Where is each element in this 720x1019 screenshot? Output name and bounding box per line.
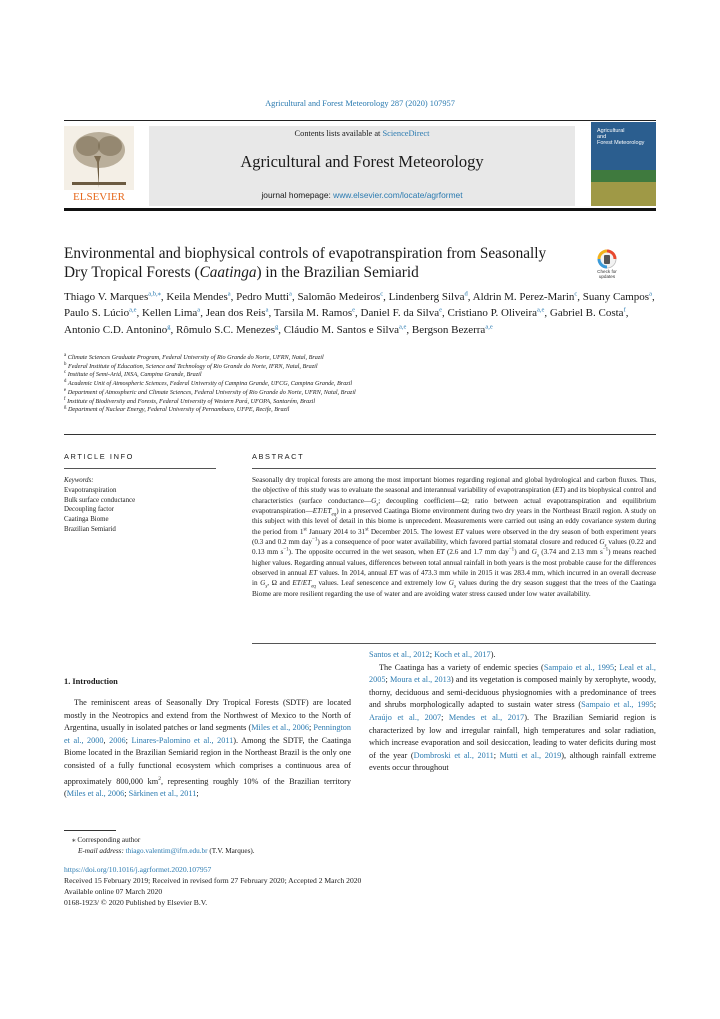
article-info-rule — [64, 468, 216, 469]
section-heading-introduction: 1. Introduction — [64, 677, 118, 686]
author-name: Cristiano P. Oliveira — [447, 307, 538, 320]
author-affiliation-marker[interactable]: e — [439, 306, 442, 314]
keyword-item: Evapotranspiration — [64, 486, 117, 494]
affiliation-item: $^g$ Department of Nuclear Energy, Federal University of Pernambuco, UFPE, Recife, Brazil — [64, 405, 290, 414]
affiliation-item: $^f$ Institute of Biodiversity and Forests, Federal University of Western Pará, UFOPA, Santarém, Brazil — [64, 396, 316, 405]
author-name: Keila Mendes — [166, 291, 228, 303]
author-name: Bergson Bezerra — [411, 323, 486, 336]
citation-link[interactable]: Araújo et al., 2007 — [369, 712, 442, 722]
homepage-prefix: journal homepage: — [261, 190, 334, 200]
author-name: Salomão Medeiros — [297, 291, 381, 303]
author-name: Lindenberg Silva — [388, 291, 465, 303]
keywords-block — [64, 476, 224, 535]
author-name: Tarsila M. Ramos — [273, 307, 353, 320]
citation-link[interactable]: Miles et al., 2006 — [66, 788, 125, 798]
email-link[interactable]: thiago.valentim@ifrn.edu.br — [125, 846, 208, 855]
keyword-item: Brazilian Semiarid — [64, 525, 116, 533]
abstract-heading: ABSTRACT — [252, 452, 305, 461]
author-name: Thiago V. Marques — [64, 291, 149, 303]
doi-link[interactable]: https://doi.org/10.1016/j.agrformet.2020.107957 — [64, 865, 212, 874]
affiliation-item: $^e$ Department of Atmospheric and Climate Sciences, Federal University of Rio Grande do Norte, UFRN, Natal, Brazil — [64, 387, 356, 396]
abstract-bottom-rule — [252, 643, 656, 644]
header-rule — [64, 120, 656, 121]
affiliations-rule — [64, 434, 656, 435]
author-name: Suany Campos — [582, 291, 650, 303]
citation-link[interactable]: Dombroski et al., 2011 — [413, 750, 494, 760]
keyword-list — [64, 486, 224, 535]
footnote — [64, 835, 656, 856]
copyright: 0168-1923/ © 2020 Published by Elsevier B.V. — [64, 898, 208, 907]
author-name: Jean dos Reis — [205, 307, 266, 320]
affiliation-item: $^b$ Federal Institute of Education, Science and Technology of Rio Grande do Norte, IFRN, Natal, Brazil — [64, 361, 318, 370]
cover-title-line-3: Forest Meteorology — [597, 140, 645, 146]
author-name: Gabriel B. Costa — [549, 307, 624, 320]
corresponding-author-note: ⁎ Corresponding author — [72, 836, 141, 844]
citation-link[interactable]: Leal et al., 2005 — [369, 662, 656, 685]
article-title — [64, 244, 564, 282]
sciencedirect-link[interactable]: ScienceDirect — [382, 129, 430, 138]
check-for-updates-badge[interactable] — [592, 247, 622, 281]
citation-link[interactable]: Särkinen et al., 2011 — [128, 788, 197, 798]
author-affiliation-marker[interactable]: e — [352, 306, 356, 314]
keyword-item: Caatinga Biome — [64, 516, 109, 524]
citation-link[interactable]: Koch et al., 2017 — [434, 650, 491, 659]
citation-link[interactable]: Moura et al., 2013 — [389, 675, 451, 685]
author-affiliation-marker[interactable]: a — [197, 306, 201, 314]
citation-link[interactable]: Sampaio et al., 1995 — [543, 662, 615, 672]
email-line: E-mail address: thiago.valentim@ifrn.edu.br (T.V. Marques). — [78, 846, 255, 855]
author-affiliation-marker[interactable]: d — [464, 290, 468, 298]
author-name: Cláudio M. Santos e Silva — [283, 323, 399, 336]
author-affiliation-marker[interactable]: g — [167, 322, 171, 330]
citation-link[interactable]: Sampaio et al., 1995 — [581, 700, 654, 710]
citation-link[interactable]: Santos et al., 2012 — [369, 650, 430, 659]
author-affiliation-marker[interactable]: a — [227, 290, 231, 298]
author-name: Kellen Lima — [142, 307, 198, 320]
affiliation-list — [64, 354, 656, 415]
cover-title-line-2: and — [597, 134, 607, 140]
journal-title: Agricultural and Forest Meteorology — [240, 152, 484, 171]
author-affiliation-marker[interactable]: c — [380, 290, 384, 298]
author-name: Rômulo S.C. Menezes — [176, 323, 276, 336]
author-list: Thiago V. Marques$^{a,b,⁎}$, Keila Mendes$^a$, Pedro Mutti$^a$, Salomão Medeiros$^c$, Lindenberg Silva$^d$, Aldrin M. Perez-Marin$^c$, Suany Campos$^a$, Paulo S. Lúcio$^{a,e}$, Kellen Lima$^a$, Jean dos Reis$^a$, Tarsila M. Ramos$^e$, Daniel F. da Silva$^e$, Cristiano P. Oliveira$^{a,e}$, Gabriel B. Costa$^f$, Antonio C.D. Antonino$^g$, Rômulo S.C. Menezes$^g$, Cláudio M. Santos e Silva$^{a,e}$, Bergson Bezerra$^{a,e}$ — [64, 290, 655, 336]
author-affiliation-marker[interactable]: a,b,⁎ — [148, 290, 161, 298]
author-name: Paulo S. Lúcio — [64, 307, 130, 320]
citation-link[interactable]: Pennington et al., 2000 — [64, 723, 352, 745]
citation-link[interactable]: Mendes et al., 2017 — [448, 712, 525, 722]
body-column-left: The reminiscent areas of Seasonally Dry Tropical Forests (SDTF) are located mostly in the Neotropics and extend from the Northwest of Mexico to the North of Argentina, usually in isolated patches or land segments (Miles et al., 2006; Pennington et al., 2000, 2006; Linares-Palomino et al., 2011). Among the SDTF, the Caatinga Biome located in the Brazilian Semiarid region in the Northeast Brazil is the only one consisted of a fully functional ecosystem which comprises a continuous area of approximately 800,000 $km^2$, representing roughly 10% of the Brazilian territory (Miles et al., 2006; Särkinen et al., 2011; — [64, 698, 352, 798]
abstract-rule — [252, 468, 656, 469]
article-title-italic: Caatinga — [199, 264, 257, 281]
author-affiliation-marker[interactable]: a,e — [129, 306, 137, 314]
cover-title-line-1: Agricultural — [597, 128, 625, 134]
article-title-part2: ) in the Brazilian Semiarid — [256, 264, 419, 281]
author-affiliation-marker[interactable]: a,e — [399, 322, 407, 330]
author-affiliation-marker[interactable]: a,e — [485, 322, 493, 330]
abstract-text: Seasonally dry tropical forests are among the most important biomes regarding regional and global hydrological and carbon fluxes. Thus, the objective of this study was to evaluate the seasonal and interannual variability of evapotranspiration (ET) and its biophysical control and characteristics (surface $conductance—G_s$; decoupling coefficient—Ω; ratio between actual evapotranspiration and equilibrium $evapotranspiration—ET/ET_{eq}$) in a preserved Caatinga Biome environment during two dry years in the Northeast Brazil region. A study on this subject with this level of detail in this biome is unprecedent. Measurements were carried out using an eddy covariance system during the period from 1st January 2014 to 31st December 2015. The lowest ET values were observed in the dry season of both experiment years (0.3 and 0.2 mm day$^{-1}$) as a consequence of poor water availability, which favored partial stomatal closure and reduced $G_s$ values (0.22 and 0.13 mm $s^{-1}$). The opposite occurred in the wet season, when ET (2.6 and 1.7 mm day$^{-1}$) and $G_s$ (3.74 and 2.13 mm $s^{-1}$) means reached higher values. Regarding annual values, differences between total annual rainfall in both years is the most probable cause for the differences observed in annual ET values. In 2014, annual ET was of 473.3 mm while in 2015 it was 283.4 mm, which incurred in an overall decrease in $G_s$, Ω and $ET/ET_{eq}$ values. Leaf senescence and extremely low $G_s$ values during the dry season suggest that the trees of the Caatinga Biome are more resilient regarding the use of water and are avoiding water stress caused under low water availability. — [252, 476, 657, 598]
citation-link[interactable]: Miles et al., 2006 — [251, 723, 309, 733]
received-dates: Received 15 February 2019; Received in revised form 27 February 2020; Accepted 2 March 2020 — [64, 876, 362, 885]
contents-line — [149, 129, 575, 138]
elsevier-wordmark: ELSEVIER — [73, 191, 125, 203]
author-affiliation-marker[interactable]: a — [649, 290, 652, 298]
homepage-link[interactable]: www.elsevier.com/locate/agrformet — [333, 190, 463, 200]
check-updates-label: Check for updates — [597, 269, 617, 279]
author-affiliation-marker[interactable]: a — [265, 306, 269, 314]
article-info-heading: ARTICLE INFO — [64, 452, 134, 461]
article-metadata — [64, 864, 656, 908]
keyword-item: Bulk surface conductance — [64, 496, 136, 504]
keywords-label: Keywords: — [64, 477, 94, 484]
affiliation-item: $^a$ Climate Sciences Graduate Program, Federal University of Rio Grande do Norte, UFRN, Natal, Brazil — [64, 352, 324, 361]
footnote-rule — [64, 830, 116, 831]
author-name: Antonio C.D. Antonino — [64, 323, 168, 336]
elsevier-logo — [64, 126, 134, 204]
author-affiliation-marker[interactable]: a — [289, 290, 292, 298]
article-title-part1: Environmental and biophysical controls of evapotranspiration from Seasonally Dry Tropical Forests ( — [64, 245, 547, 281]
citation-link[interactable]: 2006 — [109, 735, 126, 745]
body-column-right: Santos et al., 2012; Koch et al., 2017). The Caatinga has a variety of endemic species (Sampaio et al., 1995; Leal et al., 2005; Moura et al., 2013) and its vegetation is composed mainly by xerophyte, woody, thorny, deciduous and semi-deciduous physiognomies with a predominance of trees and shrubs morphologically adapted to sustain water stress (Sampaio et al., 1995; Araújo et al., 2007; Mendes et al., 2017). The Brazilian Semiarid region is characterized by low and irregular rainfall, high temperatures and solar radiation, which increase evaporation and soil desiccation, leading to water deficits during most of the year (Dombroski et al., 2011; Mutti et al., 2019), although rainfall extreme events occur throughout — [369, 650, 657, 773]
affiliation-item: $^d$ Academic Unit of Atmospheric Sciences, Federal University of Campina Grande, UFCG, Campina Grande, Brazil — [64, 379, 353, 388]
citation-link[interactable]: Mutti et al., 2019 — [499, 750, 562, 760]
author-affiliation-marker[interactable]: g — [275, 322, 279, 330]
available-online: Available online 07 March 2020 — [64, 887, 163, 896]
journal-cover-image — [591, 122, 656, 206]
author-affiliation-marker[interactable]: f — [623, 306, 626, 314]
journal-citation[interactable]: Agricultural and Forest Meteorology 287 (2020) 107957 — [265, 99, 455, 108]
author-affiliation-marker[interactable]: c — [574, 290, 578, 298]
citation-link[interactable]: Linares-Palomino et al., 2011 — [131, 735, 234, 745]
author-affiliation-marker[interactable]: a,e — [537, 306, 545, 314]
author-name: Aldrin M. Perez-Marin — [472, 291, 575, 303]
contents-prefix: Contents lists available at — [294, 129, 383, 138]
affiliation-item: $^c$ Institute of Semi-Arid, INSA, Campina Grande, Brazil — [64, 370, 202, 379]
keyword-item: Decoupling factor — [64, 506, 114, 514]
header-rule-thick — [64, 208, 656, 211]
homepage-line — [149, 190, 575, 200]
author-name: Daniel F. da Silva — [360, 307, 440, 320]
author-name: Pedro Mutti — [236, 291, 290, 303]
